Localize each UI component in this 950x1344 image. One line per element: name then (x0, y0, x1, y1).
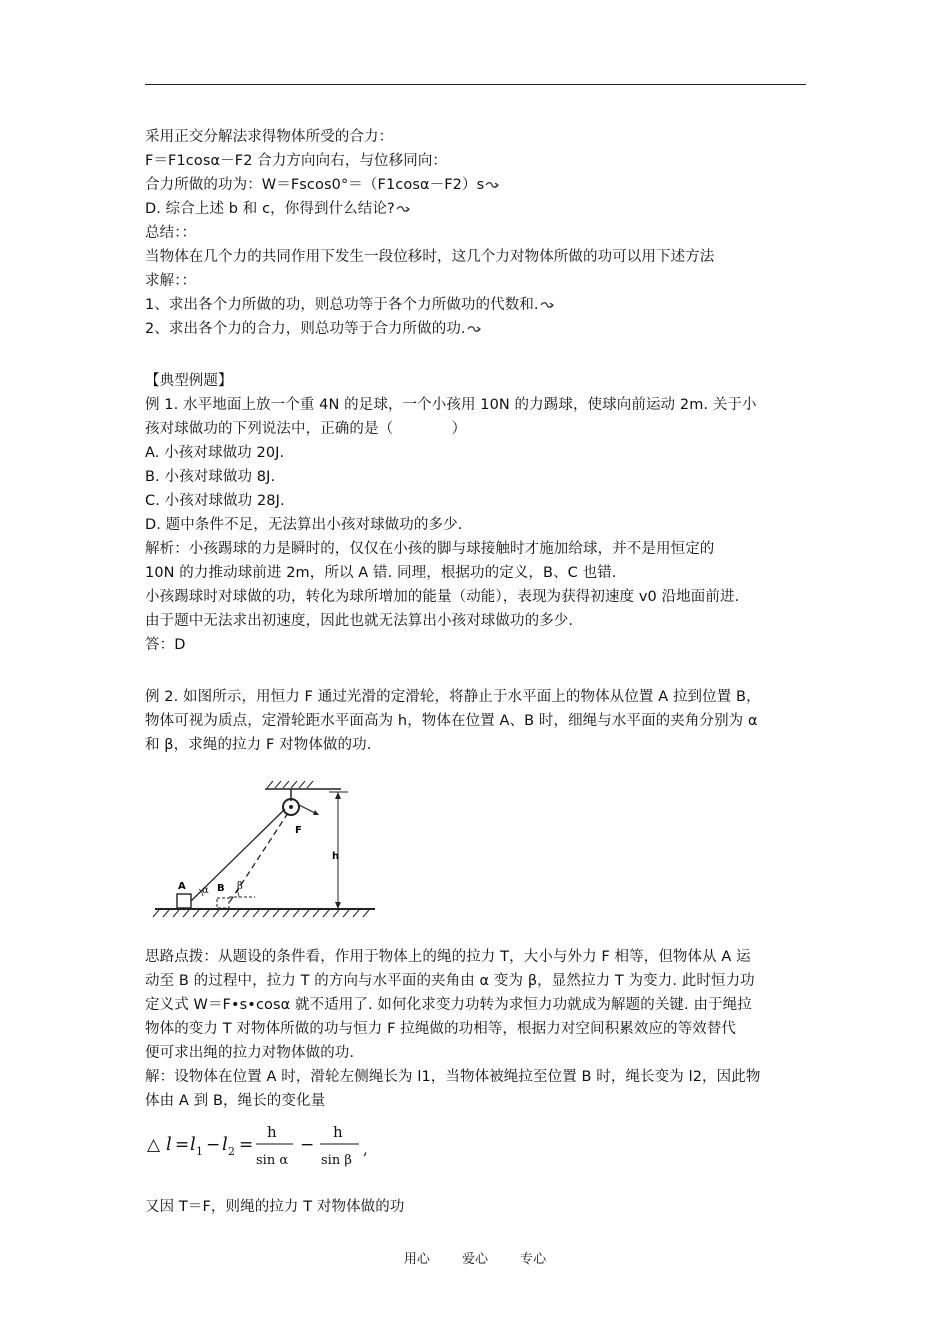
page-footer (0, 1248, 950, 1267)
text-line-6: 当物体在几个力的共同作用下发生一段位移时，这几个力对物体所做的功可以用下述方法 (145, 249, 715, 265)
text-line-4 (145, 199, 410, 219)
formula-minus2: − (300, 1135, 315, 1155)
option-c: C. 小孩对球做功 28J. (145, 493, 285, 509)
text-line-20: 由于题中无法求出初速度，因此也就无法算出小孩对球做功的多少. (145, 613, 574, 629)
text-line-19: 小孩踢球时对球做的功，转化为球所增加的能量（动能），表现为获得初速度 v0 沿地面前进. (145, 589, 740, 605)
option-d: D. 题中条件不足，无法算出小孩对球做功的多少. (145, 517, 463, 533)
text-line-3-content: 合力所做的功为：W＝Fscos0°＝（F1cosα－F2）s (145, 177, 485, 193)
text-line-17: 解析：小孩踢球的力是瞬时的，仅仅在小孩的脚与球接触时才施加给球，并不是用恒定的 (145, 541, 715, 557)
answer-line: 答：D (145, 637, 186, 653)
text-line-4-content: D. 综合上述 b 和 c，你得到什么结论? (145, 201, 395, 217)
text-line-24: 和 β，求绳的拉力 F 对物体做的功. (145, 737, 372, 753)
delta-l-formula (145, 1116, 385, 1174)
label-beta: β (237, 881, 243, 892)
text-line-8-content: 1、求出各个力所做的功，则总功等于各个力所做功的代数和. (145, 297, 539, 313)
text-line-26: 动至 B 的过程中，拉力 T 的方向与水平面的夹角由 α 变为 β，显然拉力 T 为变力. 此时恒力功 (145, 973, 755, 989)
text-line-18: 10N 的力推动球前进 2m，所以 A 错. 同理，根据功的定义，B、C 也错. (145, 565, 617, 581)
footer-text-3: 专心 (520, 1252, 547, 1267)
text-line-9 (145, 319, 481, 339)
text-line-5: 总结：： (145, 225, 197, 241)
footer-text-2: 爱心 (461, 1252, 488, 1267)
option-b: B. 小孩对球做功 8J. (145, 469, 276, 485)
formula-l2: l (222, 1134, 228, 1155)
text-line-27: 定义式 W＝F•s•cosα 就不适用了. 如何化求变力功转为求恒力功就成为解题的关键. 由于绳拉 (145, 997, 752, 1013)
formula-num1: h (267, 1123, 277, 1141)
text-line-1: 采用正交分解法求得物体所受的合力： (145, 129, 394, 145)
label-B: B (217, 883, 225, 894)
label-h: h (332, 851, 340, 862)
formula-minus: − (206, 1135, 221, 1155)
formula-delta: △ (147, 1135, 161, 1155)
text-line-12: 孩对球做功的下列说法中，正确的是（ ） (145, 421, 467, 437)
text-line-7: 求解：： (145, 273, 197, 289)
text-line-29: 便可求出绳的拉力对物体做的功. (145, 1045, 355, 1061)
formula-l1: l (190, 1134, 196, 1155)
formula-l: l (166, 1134, 172, 1155)
formula-eq: = (175, 1135, 190, 1155)
section-heading: 【典型例题】 (145, 373, 233, 389)
formula-den1: sin α (256, 1153, 289, 1168)
footer-text-1: 用心 (403, 1252, 430, 1267)
label-A: A (178, 881, 186, 892)
formula-comma: , (363, 1140, 368, 1158)
label-F: F (295, 825, 302, 836)
text-line-9-content: 2、求出各个力的合力，则总功等于合力所做的功. (145, 321, 466, 337)
paragraph-mark-icon (540, 301, 554, 310)
formula-eq2: = (239, 1135, 254, 1155)
text-line-22: 例 2. 如图所示，用恒力 F 通过光滑的定滑轮，将静止于水平面上的物体从位置 A 拉到位置 B， (145, 689, 761, 705)
text-line-30: 解：设物体在位置 A 时，滑轮左侧绳长为 l1，当物体被绳拉至位置 B 时，绳长变为 l2，因此物 (145, 1069, 761, 1085)
formula-sub2: 2 (228, 1145, 235, 1158)
paragraph-mark-icon (396, 205, 410, 214)
option-a: A. 小孩对球做功 20J. (145, 445, 285, 461)
formula-sub1: 1 (196, 1145, 203, 1158)
text-line-31: 体由 A 到 B，绳长的变化量 (145, 1093, 326, 1109)
text-line-23: 物体可视为质点，定滑轮距水平面高为 h，物体在位置 A、B 时，细绳与水平面的夹角分别为 α (145, 713, 758, 729)
paragraph-mark-icon (485, 181, 499, 190)
paragraph-mark-icon (467, 325, 481, 334)
text-line-25: 思路点拨：从题设的条件看，作用于物体上的绳的拉力 T，大小与外力 F 相等，但物体从 A 运 (145, 949, 751, 965)
label-alpha: α (202, 885, 209, 896)
text-line-32: 又因 T＝F，则绳的拉力 T 对物体做的功 (145, 1199, 405, 1215)
formula-num2: h (333, 1123, 343, 1141)
text-line-8 (145, 295, 554, 315)
text-line-28: 物体的变力 T 对物体所做的功与恒力 F 拉绳做的功相等，根据力对空间积累效应的等效替代 (145, 1021, 737, 1037)
header-rule (145, 84, 806, 85)
text-line-11: 例 1. 水平地面上放一个重 4N 的足球，一个小孩用 10N 的力踢球，使球向前运动 2m. 关于小 (145, 397, 757, 413)
formula-den2: sin β (321, 1153, 352, 1168)
pulley-diagram (145, 775, 385, 921)
text-line-2: F＝F1cosα－F2 合力方向向右，与位移同向： (145, 153, 448, 169)
text-line-3 (145, 175, 499, 195)
